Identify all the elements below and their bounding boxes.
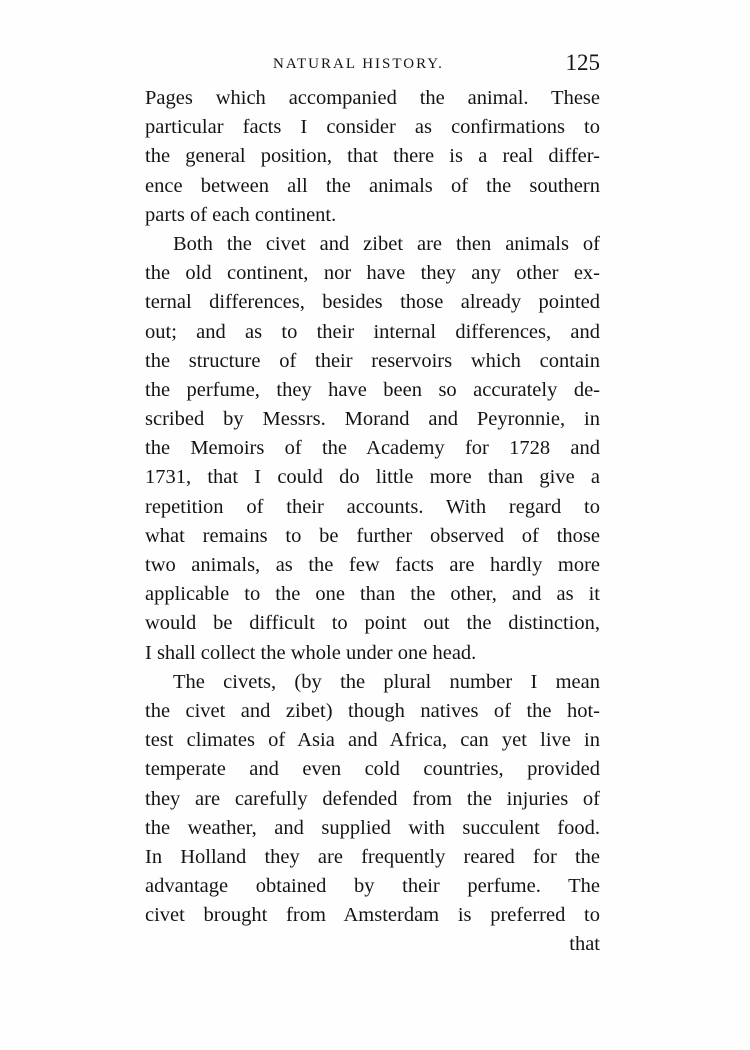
text-line: advantage obtained by their perfume. The: [145, 875, 600, 898]
page-number: 125: [565, 50, 600, 75]
text-line: scribed by Messrs. Morand and Peyronnie, in: [145, 408, 600, 431]
text-line: applicable to the one than the other, and as it: [145, 583, 600, 606]
text-line: the old continent, nor have they any other ex-: [145, 262, 600, 285]
text-line: repetition of their accounts. With regard to: [145, 495, 600, 518]
text-line: temperate and even cold countries, provided: [145, 758, 600, 781]
text-line: the civet and zibet) though natives of the hot-: [145, 699, 600, 722]
running-head: [145, 50, 600, 82]
text-line: the Memoirs of the Academy for 1728 and: [145, 437, 600, 460]
text-line: out; and as to their internal differences, and: [145, 320, 600, 343]
text-line: Both the civet and zibet are then animals of: [173, 232, 600, 255]
text-line: civet brought from Amsterdam is preferred to: [145, 904, 600, 927]
text-line: parts of each continent.: [145, 203, 337, 226]
text-line: the weather, and supplied with succulent food.: [145, 816, 600, 839]
running-title: NATURAL HISTORY.: [273, 56, 444, 72]
text-line: test climates of Asia and Africa, can yet live in: [145, 729, 600, 752]
text-line: the perfume, they have been so accurately de-: [145, 378, 600, 401]
text-line: the structure of their reservoirs which contain: [145, 349, 600, 372]
text-line: ence between all the animals of the southern: [145, 174, 600, 197]
catchword: that: [569, 933, 600, 956]
text-line: 1731, that I could do little more than give a: [145, 466, 600, 489]
text-line: they are carefully defended from the injuries of: [145, 787, 600, 810]
text-line: would be difficult to point out the distinction,: [145, 612, 600, 635]
text-line: what remains to be further observed of those: [145, 524, 600, 547]
text-line: two animals, as the few facts are hardly more: [145, 554, 600, 576]
text-line: the general position, that there is a real differ-: [145, 145, 600, 168]
text-line: ternal differences, besides those already pointed: [145, 291, 600, 314]
text-line: Pages which accompanied the animal. These: [145, 87, 600, 109]
text-line: The civets, (by the plural number I mean: [173, 670, 600, 693]
text-line: particular facts I consider as confirmations to: [145, 116, 600, 139]
text-line: In Holland they are frequently reared for the: [145, 845, 600, 868]
text-line: I shall collect the whole under one head.: [145, 641, 477, 664]
body-text: [145, 84, 600, 960]
